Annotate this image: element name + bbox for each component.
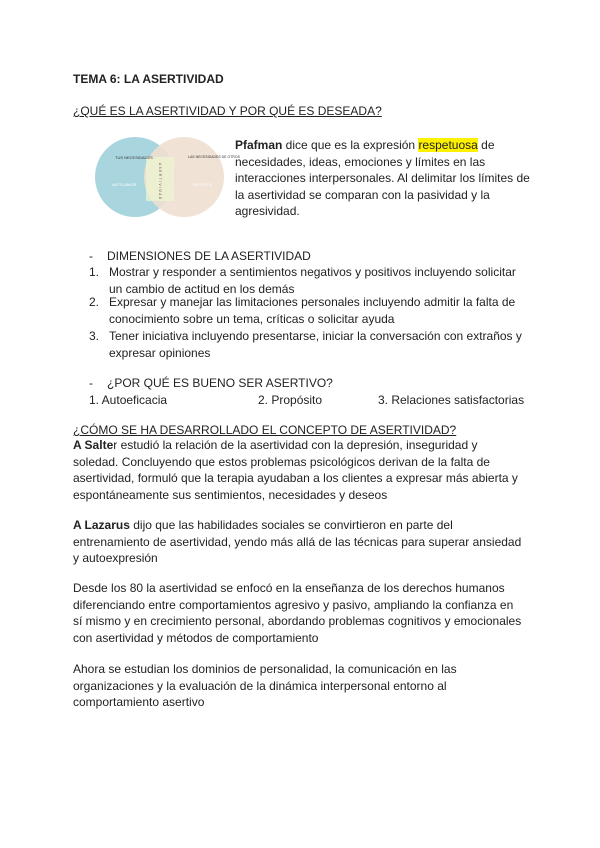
venn-left-title: TUS NECESIDADES <box>115 155 153 160</box>
venn-right-sub: RESPETO <box>193 182 213 187</box>
list-item <box>109 294 549 327</box>
paragraph-line: comportamiento asertivo <box>73 695 205 709</box>
bullet-dash: - <box>89 249 93 263</box>
eighties-paragraph <box>73 580 528 646</box>
dimensions-list <box>89 264 539 364</box>
list-item-line: expresar opiniones <box>109 345 211 360</box>
paragraph-line: r estudió la relación de la asertividad con la depresión, inseguridad y <box>113 438 478 452</box>
paragraph-line: dijo que las habilidades sociales se convirtieron en parte del <box>129 518 453 532</box>
salter-author: A Salte <box>73 438 114 452</box>
paragraph-line: Ahora se estudian los dominios de personalidad, la comunicación en las <box>73 662 457 676</box>
why-item-1: 1. Autoeficacia <box>89 393 168 407</box>
list-item-line: conocimiento sobre un tema, críticas o solicitar ayuda <box>109 311 395 326</box>
paragraph-line: Desde los 80 la asertividad se enfocó en la enseñanza de los derechos humanos <box>73 581 505 595</box>
venn-left-sub: AUTO-AMOR <box>112 182 137 187</box>
dimensions-heading-row <box>89 248 311 265</box>
paragraph-line: entrenamiento de asertividad, yendo más allá de las técnicas para superar ansiedad <box>73 534 522 549</box>
paragraph-line: organizaciones y la evaluación de la dinámica interpersonal entorno al <box>73 678 447 693</box>
list-item-line: Mostrar y responder a sentimientos negativos y positivos incluyendo solicitar <box>109 265 516 279</box>
bullet-dash: - <box>89 376 93 390</box>
lazarus-paragraph <box>73 517 528 567</box>
list-number: 3. <box>89 329 100 343</box>
paragraph-line: asertividad, formuló que la terapia ayudaban a los clientes a expresar más abierta y <box>73 471 518 485</box>
dimensions-heading: DIMENSIONES DE LA ASERTIVIDAD <box>107 249 311 263</box>
lazarus-author: A Lazarus <box>73 518 130 532</box>
list-item-line: Expresar y manejar las limitaciones personales incluyendo admitir la falta de <box>109 295 516 309</box>
why-heading-row <box>89 375 333 392</box>
paragraph-line: sí mismo y en crecimiento personal, abordando problemas cognitivos y emocionales <box>73 614 522 628</box>
venn-right-title: LAS NECESIDADES DE OTROS <box>188 155 240 159</box>
intro-text-before: dice que es la expresión <box>282 138 419 152</box>
page-title: TEMA 6: LA ASERTIVIDAD <box>73 72 224 86</box>
why-heading: ¿POR QUÉ ES BUENO SER ASERTIVO? <box>107 376 333 390</box>
venn-diagram <box>90 135 240 220</box>
salter-paragraph <box>73 437 528 503</box>
section-heading-development: ¿CÓMO SE HA DESARROLLADO EL CONCEPTO DE ASERTIVIDAD? <box>73 423 457 437</box>
list-item <box>109 264 549 297</box>
now-paragraph <box>73 661 528 711</box>
list-number: 1. <box>89 265 100 279</box>
list-item <box>109 328 549 361</box>
venn-center-label: ASERTIVIDAD <box>158 163 162 201</box>
intro-paragraph <box>235 137 535 220</box>
why-item-2: 2. Propósito <box>258 393 323 407</box>
paragraph-line: espontáneamente sus sentimientos, necesidades y deseos <box>73 487 388 502</box>
paragraph-line: y autoexpresión <box>73 551 158 565</box>
why-item-3: 3. Relaciones satisfactorias <box>378 393 525 407</box>
list-item-line: un cambio de actitud en los demás <box>109 281 295 296</box>
paragraph-line: diferenciando entre comportamientos agresivo y pasivo, ampliando la confianza en <box>73 597 514 612</box>
intro-highlight: respetuosa <box>418 138 478 152</box>
paragraph-line: soledad. Concluyendo que estos problemas psicológicos derivan de la falta de <box>73 454 490 469</box>
paragraph-line: con asertividad y métodos de comportamiento <box>73 630 319 645</box>
list-number: 2. <box>89 295 100 309</box>
section-heading-what-is: ¿QUÉ ES LA ASERTIVIDAD Y POR QUÉ ES DESEADA? <box>73 104 382 118</box>
intro-text-after: de necesidades, ideas, emociones y límites en las interacciones interpersonales. Al delimitar los límites de la asertividad se comparan con la pasividad y la agresividad. <box>235 138 530 218</box>
list-item-line: Tener iniciativa incluyendo presentarse, iniciar la conversación con extraños y <box>109 329 522 343</box>
intro-author: Pfafman <box>235 138 283 152</box>
